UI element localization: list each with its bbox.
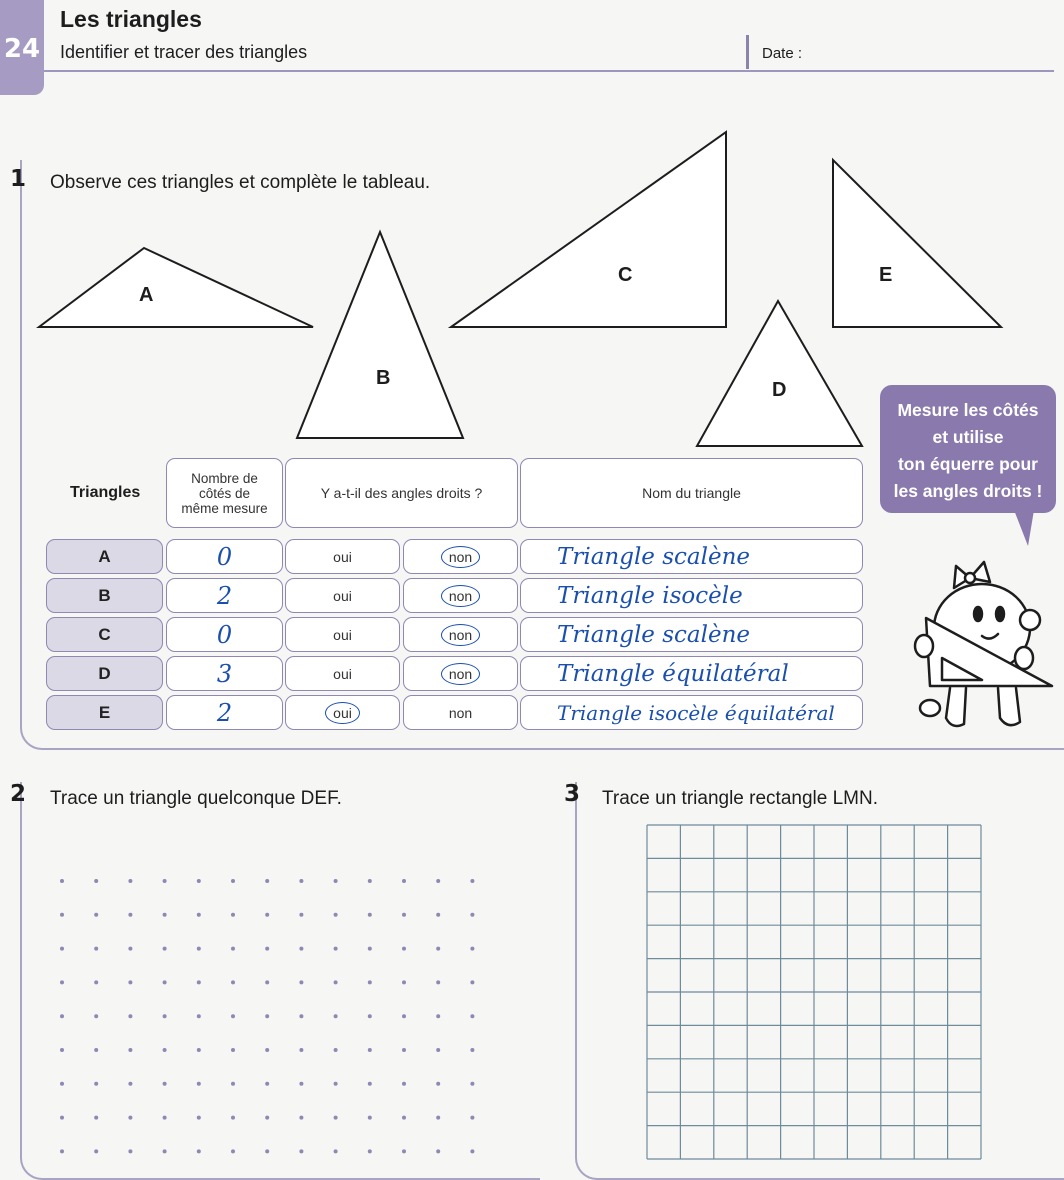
grid-dot <box>368 1048 372 1052</box>
grid-dot <box>128 1149 132 1153</box>
grid-dot <box>470 1082 474 1086</box>
dot-grid[interactable] <box>40 860 490 1160</box>
option-oui: oui <box>333 587 352 604</box>
table-header-name: Nom du triangle <box>520 458 863 528</box>
grid-dot <box>163 947 167 951</box>
grid-dot <box>368 1116 372 1120</box>
grid-dot <box>470 879 474 883</box>
triangle-a-shape <box>39 248 313 327</box>
grid-dot <box>334 879 338 883</box>
grid-dot <box>334 913 338 917</box>
table-row-b-non[interactable] <box>403 578 518 613</box>
grid-dot <box>402 1048 406 1052</box>
grid-dot <box>265 947 269 951</box>
grid-dot <box>265 1116 269 1120</box>
triangle-c-label: C <box>618 264 633 286</box>
grid-dot <box>60 913 64 917</box>
grid-dot <box>299 913 303 917</box>
grid-dot <box>197 980 201 984</box>
grid-dot <box>265 913 269 917</box>
grid-dot <box>334 947 338 951</box>
grid-dot <box>94 947 98 951</box>
grid-dot <box>60 980 64 984</box>
grid-dot <box>231 1014 235 1018</box>
triangle-b-label: B <box>376 367 391 389</box>
grid-dot <box>436 1014 440 1018</box>
table-row-b-name[interactable] <box>520 578 863 613</box>
grid-dot <box>128 1014 132 1018</box>
grid-dot <box>436 1048 440 1052</box>
grid-dot <box>436 980 440 984</box>
grid-dot <box>163 1048 167 1052</box>
exercise1-instruction: Observe ces triangles et complète le tableau. <box>50 172 431 193</box>
table-row-d-same-sides[interactable] <box>166 656 283 691</box>
grid-dot <box>436 1082 440 1086</box>
option-oui: oui <box>333 548 352 565</box>
grid-dot <box>197 1149 201 1153</box>
table-row-c-same-sides[interactable] <box>166 617 283 652</box>
grid-dot <box>299 1149 303 1153</box>
table-row-d-oui[interactable] <box>285 656 400 691</box>
tip-line-1: Mesure les côtés <box>897 400 1039 420</box>
grid-dot <box>334 1082 338 1086</box>
grid-dot <box>163 980 167 984</box>
grid-dot <box>128 947 132 951</box>
grid-dot <box>60 1082 64 1086</box>
grid-dot <box>197 1014 201 1018</box>
grid-dot <box>163 1116 167 1120</box>
tip-bubble-tail <box>1010 510 1040 550</box>
page-title: Les triangles <box>60 6 202 32</box>
grid-dot <box>231 1082 235 1086</box>
grid-dot <box>197 879 201 883</box>
page-subtitle: Identifier et tracer des triangles <box>60 42 308 62</box>
table-header-same-sides: Nombre de côtés de même mesure <box>166 458 283 528</box>
table-row-d-non[interactable] <box>403 656 518 691</box>
grid-dot <box>265 1014 269 1018</box>
tip-line-4: les angles droits ! <box>893 481 1043 501</box>
grid-dot <box>299 1082 303 1086</box>
grid-dot <box>368 1149 372 1153</box>
table-row-e-non[interactable] <box>403 695 518 730</box>
grid-dot <box>334 1116 338 1120</box>
grid-dot <box>60 879 64 883</box>
grid-dot <box>231 947 235 951</box>
grid-dot <box>470 980 474 984</box>
exercise1-badge: 1 <box>10 166 27 192</box>
grid-dot <box>94 879 98 883</box>
answer-c-same-sides: 0 <box>216 620 233 649</box>
option-non-circled: non <box>441 624 480 646</box>
grid-dot <box>94 1048 98 1052</box>
square-grid[interactable] <box>645 823 985 1163</box>
triangle-c-shape <box>451 132 726 327</box>
answer-e-same-sides: 2 <box>216 698 233 727</box>
grid-dot <box>334 1048 338 1052</box>
grid-dot <box>334 980 338 984</box>
grid-dot <box>94 1149 98 1153</box>
grid-dot <box>470 1149 474 1153</box>
triangle-d-label: D <box>772 379 787 401</box>
grid-dot <box>265 879 269 883</box>
grid-dot <box>368 879 372 883</box>
grid-dot <box>402 1116 406 1120</box>
grid-dot <box>402 1149 406 1153</box>
table-header-right-angles: Y a-t-il des angles droits ? <box>285 458 518 528</box>
grid-dot <box>368 947 372 951</box>
grid-dot <box>265 1082 269 1086</box>
grid-dot <box>436 1116 440 1120</box>
answer-a-name: Triangle scalène <box>557 543 751 570</box>
grid-dot <box>470 913 474 917</box>
tip-bubble <box>880 385 1056 513</box>
grid-dot <box>402 879 406 883</box>
option-non-circled: non <box>441 546 480 568</box>
grid-dot <box>197 1116 201 1120</box>
grid-dot <box>334 1149 338 1153</box>
grid-dot <box>368 1014 372 1018</box>
exercise2-instruction: Trace un triangle quelconque DEF. <box>50 788 342 809</box>
grid-dot <box>299 1014 303 1018</box>
table-row-c-label: C <box>46 617 163 652</box>
grid-dot <box>128 980 132 984</box>
grid-dot <box>470 1014 474 1018</box>
grid-dot <box>231 1048 235 1052</box>
table-row-a-non[interactable] <box>403 539 518 574</box>
grid-dot <box>299 879 303 883</box>
grid-dot <box>94 913 98 917</box>
triangle-a-label: A <box>139 284 154 306</box>
grid-dot <box>299 947 303 951</box>
grid-dot <box>94 1116 98 1120</box>
table-row-a-name[interactable] <box>520 539 863 574</box>
answer-e-name: Triangle isocèle équilatéral <box>557 700 835 725</box>
triangle-e-shape <box>833 160 1001 327</box>
table-row-e-label: E <box>46 695 163 730</box>
grid-dot <box>265 1048 269 1052</box>
table-row-c-non[interactable] <box>403 617 518 652</box>
grid-dot <box>436 947 440 951</box>
grid-dot <box>436 1149 440 1153</box>
grid-dot <box>470 1048 474 1052</box>
grid-dot <box>60 1048 64 1052</box>
grid-dot <box>231 1149 235 1153</box>
grid-dot <box>163 879 167 883</box>
grid-dot <box>265 1149 269 1153</box>
grid-dot <box>128 1048 132 1052</box>
table-row-a-oui[interactable] <box>285 539 400 574</box>
grid-dot <box>265 980 269 984</box>
table-row-a-same-sides[interactable] <box>166 539 283 574</box>
grid-dot <box>231 980 235 984</box>
grid-dot <box>368 913 372 917</box>
option-non-circled: non <box>441 585 480 607</box>
answer-d-name: Triangle équilatéral <box>557 660 789 687</box>
grid-dot <box>231 1116 235 1120</box>
triangle-e-label: E <box>879 264 893 286</box>
option-non-circled: non <box>441 663 480 685</box>
option-oui: oui <box>333 665 352 682</box>
triangle-b-shape <box>297 232 463 438</box>
grid-dot <box>231 913 235 917</box>
grid-dot <box>436 879 440 883</box>
grid-dot <box>368 980 372 984</box>
grid-dot <box>299 1116 303 1120</box>
answer-b-name: Triangle isocèle <box>557 582 743 609</box>
table-row-a-label: A <box>46 539 163 574</box>
table-row-d-name[interactable] <box>520 656 863 691</box>
lesson-number: 24 <box>3 34 41 64</box>
grid-dot <box>231 879 235 883</box>
grid-dot <box>402 1082 406 1086</box>
grid-dot <box>163 1149 167 1153</box>
grid-dot <box>128 879 132 883</box>
grid-dot <box>128 1116 132 1120</box>
table-row-e-name[interactable] <box>520 695 863 730</box>
answer-a-same-sides: 0 <box>216 542 233 571</box>
grid-dot <box>470 947 474 951</box>
grid-dot <box>128 1082 132 1086</box>
table-header-triangles: Triangles <box>70 484 141 501</box>
grid-dot <box>60 1149 64 1153</box>
exercise3-instruction: Trace un triangle rectangle LMN. <box>602 788 878 809</box>
grid-dot <box>60 947 64 951</box>
table-row-d-label: D <box>46 656 163 691</box>
date-label: Date : <box>762 45 803 62</box>
grid-dot <box>299 980 303 984</box>
grid-dot <box>60 1116 64 1120</box>
table-row-b-label: B <box>46 578 163 613</box>
grid-dot <box>60 1014 64 1018</box>
answer-d-same-sides: 3 <box>216 659 233 688</box>
grid-dot <box>368 1082 372 1086</box>
grid-dot <box>163 1014 167 1018</box>
grid-dot <box>402 913 406 917</box>
tip-line-2: et utilise <box>932 427 1004 447</box>
grid-dot <box>402 947 406 951</box>
grid-dot <box>197 947 201 951</box>
tip-line-3: ton équerre pour <box>897 454 1038 474</box>
grid-dot <box>299 1048 303 1052</box>
grid-dot <box>163 913 167 917</box>
answer-b-same-sides: 2 <box>216 581 233 610</box>
answer-c-name: Triangle scalène <box>557 621 751 648</box>
grid-dot <box>94 1014 98 1018</box>
grid-dot <box>163 1082 167 1086</box>
grid-dot <box>94 980 98 984</box>
table-row-b-oui[interactable] <box>285 578 400 613</box>
table-row-c-name[interactable] <box>520 617 863 652</box>
option-oui: oui <box>333 626 352 643</box>
option-oui-circled: oui <box>325 702 360 724</box>
grid-dot <box>197 1082 201 1086</box>
grid-dot <box>470 1116 474 1120</box>
table-row-e-same-sides[interactable] <box>166 695 283 730</box>
table-row-e-oui[interactable] <box>285 695 400 730</box>
table-row-c-oui[interactable] <box>285 617 400 652</box>
grid-dot <box>402 1014 406 1018</box>
mascot-illustration <box>912 558 1062 733</box>
table-row-b-same-sides[interactable] <box>166 578 283 613</box>
grid-dot <box>334 1014 338 1018</box>
exercise3-badge: 3 <box>564 781 581 807</box>
grid-dot <box>197 913 201 917</box>
grid-dot <box>436 913 440 917</box>
exercise2-badge: 2 <box>10 781 27 807</box>
grid-dot <box>94 1082 98 1086</box>
grid-dot <box>128 913 132 917</box>
grid-dot <box>402 980 406 984</box>
grid-dot <box>197 1048 201 1052</box>
option-non: non <box>448 704 473 721</box>
